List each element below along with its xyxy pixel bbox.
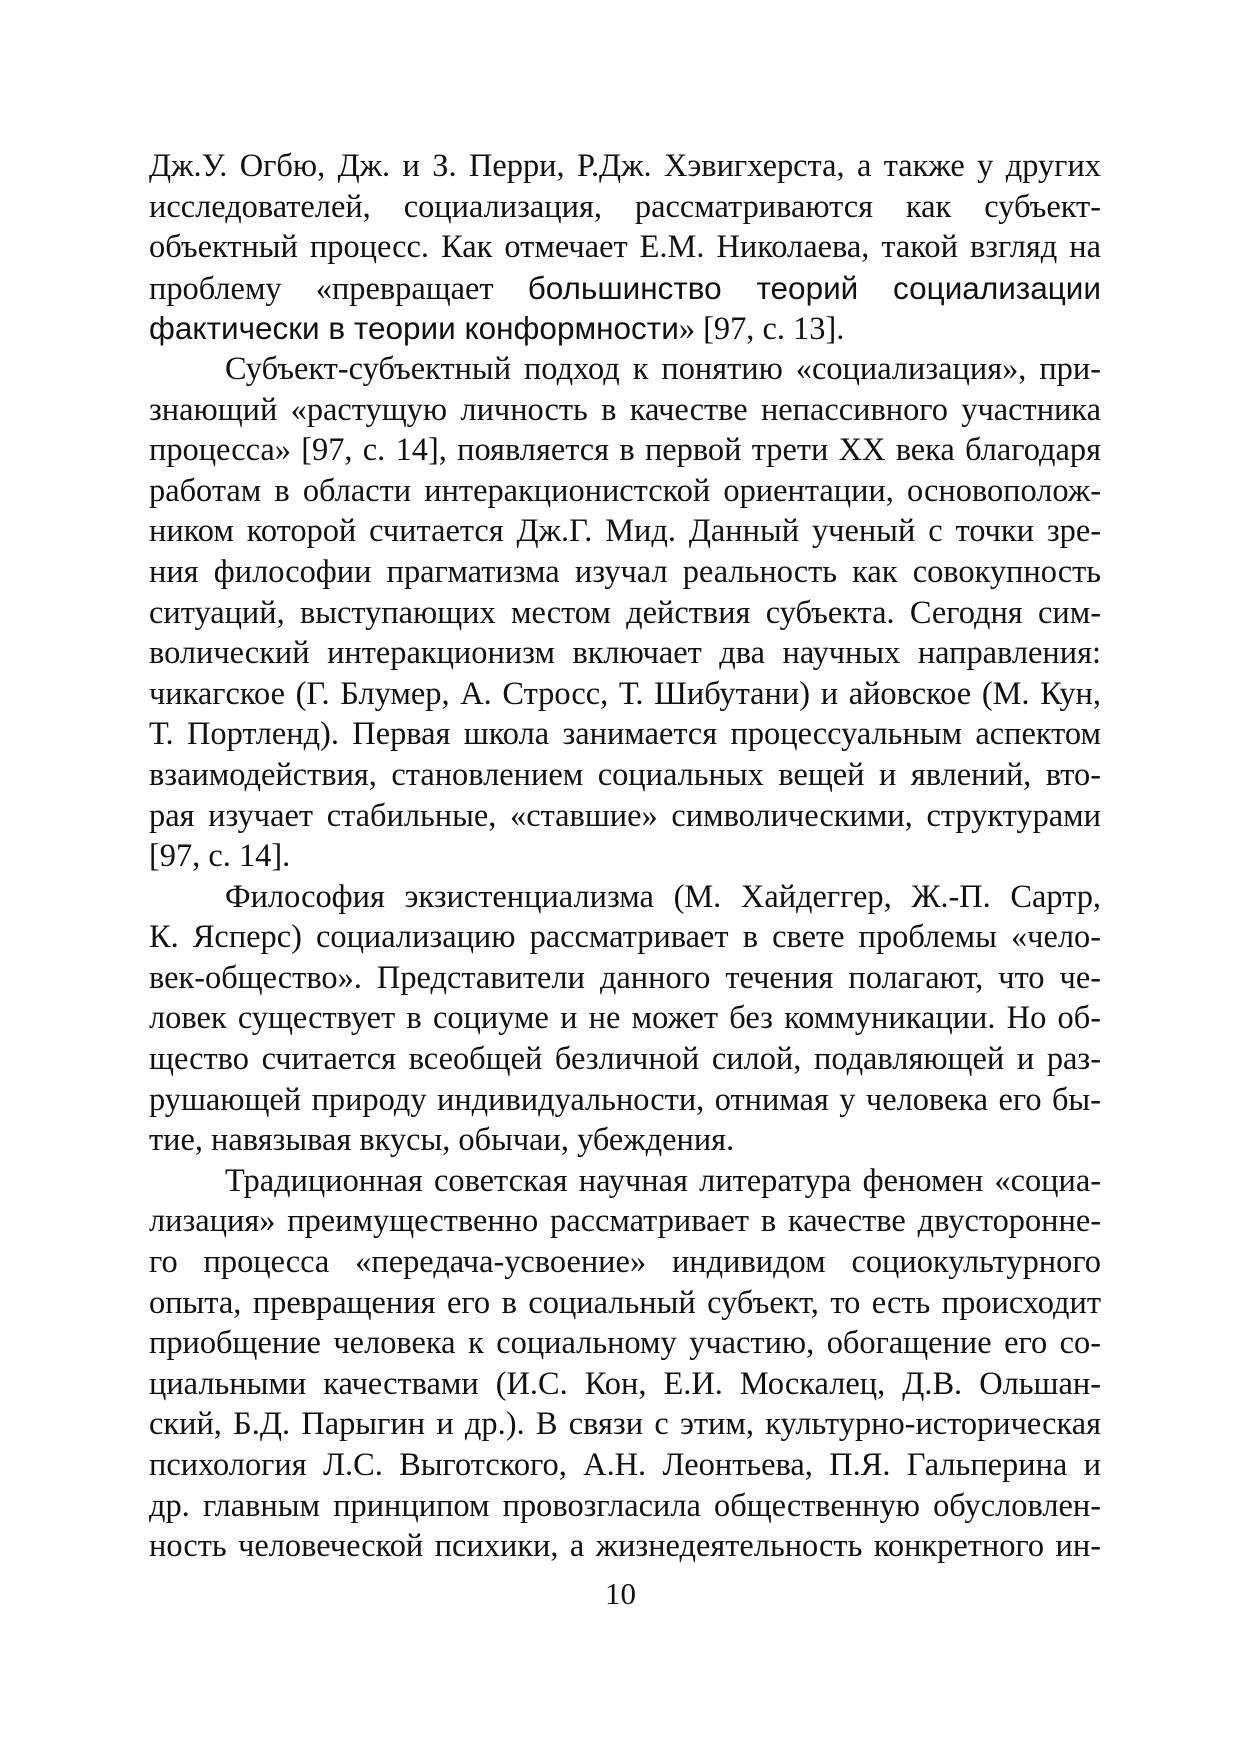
text-line: волический интеракционизм включает два научных направления: [149, 635, 1101, 672]
text-line: взаимодействия, становлением социальных вещей и явлений, вто- [149, 756, 1101, 793]
text-line: ником которой считается Дж.Г. Мид. Данный ученый с точки зре- [149, 513, 1101, 550]
text-line: ния философии прагматизма изучал реальность как совокупность [149, 553, 1101, 590]
text-line: циальными качествами (И.С. Кон, Е.И. Москалец, Д.В. Ольшан- [149, 1365, 1101, 1402]
text-line: Субъект-субъектный подход к понятию «социализация», при- [225, 350, 1101, 387]
text-line: работам в области интеракционистской ориентации, основополож- [149, 472, 1101, 509]
quote-line [149, 268, 1101, 309]
text-line: исследователей, социализация, рассматриваются как субъект- [149, 188, 1101, 225]
text-line: ситуаций, выступающих местом действия субъекта. Сегодня сим- [149, 594, 1101, 631]
text-line: рушающей природу индивидуальности, отнимая у человека его бы- [149, 1081, 1101, 1118]
text-line: тие, навязывая вкусы, обычаи, убеждения. [149, 1122, 735, 1159]
page-number: 10 [605, 1576, 636, 1611]
quoted-phrase-part-2: фактически в теории конформности [149, 310, 679, 347]
text-line: щество считается всеобщей безличной силой, подавляющей и раз- [149, 1041, 1101, 1078]
text-line: чикагское (Г. Блумер, А. Стросс, Т. Шибутани) и айовское (М. Кун, [149, 675, 1101, 712]
quote-line [149, 308, 1101, 349]
text-line: Традиционная советская научная литература феномен «социа- [225, 1162, 1101, 1199]
quoted-phrase-part-1: большинство теорий социализации [527, 269, 1101, 306]
text-line: Т. Портленд). Первая школа занимается процессуальным аспектом [149, 716, 1101, 753]
text-line: го процесса «передача-усвоение» индивидом социокультурного [149, 1244, 1101, 1281]
text-line: ловек существует в социуме и не может без коммуникации. Но об- [149, 1000, 1101, 1037]
quote-line-start: проблему «превращает [149, 270, 528, 307]
text-line: объектный процесс. Как отмечает Е.М. Николаева, такой взгляд на [149, 229, 1101, 266]
text-line: ность человеческой психики, а жизнедеятельность конкретного ин- [149, 1528, 1101, 1565]
text-line: [97, с. 14]. [149, 838, 291, 875]
text-line: рая изучает стабильные, «ставшие» символическими, структурами [149, 797, 1101, 834]
text-line: Дж.У. Огбю, Дж. и З. Перри, Р.Дж. Хэвигхерста, а также у других [149, 148, 1101, 184]
text-line: процесса» [97, с. 14], появляется в первой трети XX века благодаря [149, 432, 1101, 469]
text-line: знающий «растущую личность в качестве непассивного участника [149, 391, 1101, 428]
text-line: психология Л.С. Выготского, А.Н. Леонтьева, П.Я. Гальперина и [149, 1447, 1101, 1483]
citation: » [97, с. 13]. [678, 311, 845, 348]
text-line: др. главным принципом провозгласила общественную обусловлен- [149, 1487, 1101, 1524]
text-line: ский, Б.Д. Парыгин и др.). В связи с этим, культурно-историческая [149, 1406, 1101, 1443]
text-line: опыта, превращения его в социальный субъект, то есть происходит [149, 1284, 1101, 1321]
text-line: К. Ясперс) социализацию рассматривает в свете проблемы «чело- [149, 919, 1101, 956]
text-line: лизация» преимущественно рассматривает в качестве двусторонне- [149, 1203, 1101, 1240]
text-line: приобщение человека к социальному участию, обогащение его со- [149, 1325, 1101, 1362]
body-text [149, 146, 1101, 1567]
text-line: век-общество». Представители данного течения полагают, что че- [149, 959, 1101, 996]
text-line: Философия экзистенциализма (М. Хайдеггер, Ж.-П. Сартр, [225, 878, 1101, 915]
